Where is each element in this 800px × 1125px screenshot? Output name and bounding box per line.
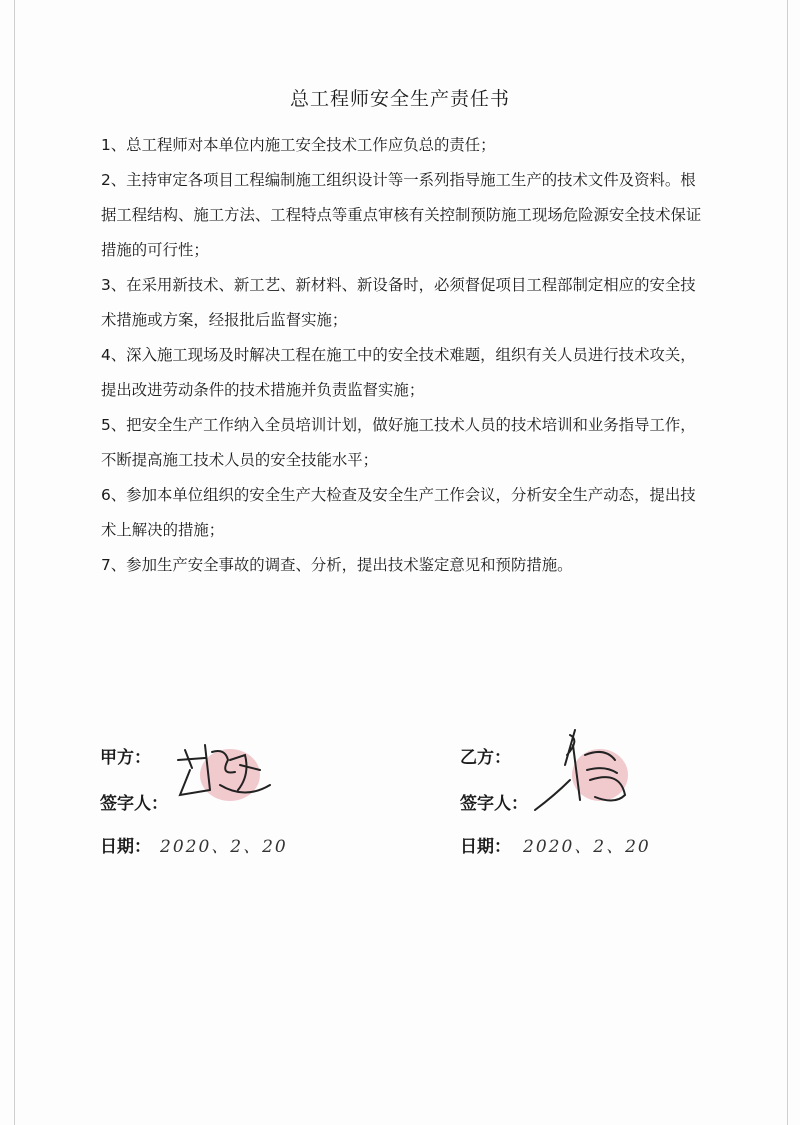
clause-5: 5、把安全生产工作纳入全员培训计划，做好施工技术人员的技术培训和业务指导工作，不断提高施工技术人员的安全技能水平； <box>101 416 696 469</box>
clause-7: 7、参加生产安全事故的调查、分析，提出技术鉴定意见和预防措施。 <box>101 556 573 574</box>
party-a-date-label: 日期： <box>100 837 151 857</box>
clause-1: 1、总工程师对本单位内施工安全技术工作应负总的责任； <box>101 136 496 154</box>
party-b-signature <box>525 725 645 825</box>
clause-4: 4、深入施工现场及时解决工程在施工中的安全技术难题，组织有关人员进行技术攻关，提出改进劳动条件的技术措施并负责监督实施； <box>101 346 696 399</box>
document-title: 总工程师安全生产责任书 <box>289 88 510 110</box>
party-a-label: 甲方： <box>100 748 151 768</box>
party-a-date-value: 2020、2、20 <box>160 837 288 857</box>
clause-3: 3、在采用新技术、新工艺、新材料、新设备时，必须督促项目工程部制定相应的安全技术措施或方案，经报批后监督实施； <box>101 276 696 329</box>
party-b-label: 乙方： <box>460 748 511 768</box>
document-body <box>101 128 711 583</box>
party-a-signature <box>150 730 280 820</box>
party-b-date-label: 日期： <box>460 837 511 857</box>
party-b-signer-label: 签字人： <box>460 794 528 814</box>
clause-6: 6、参加本单位组织的安全生产大检查及安全生产工作会议，分析安全生产动态，提出技术上解决的措施； <box>101 486 696 539</box>
clause-2: 2、主持审定各项目工程编制施工组织设计等一系列指导施工生产的技术文件及资料。根据工程结构、施工方法、工程特点等重点审核有关控制预防施工现场危险源安全技术保证措施的可行性； <box>101 171 702 259</box>
scan-edge-left <box>14 0 15 1125</box>
party-b-date-value: 2020、2、20 <box>523 837 651 857</box>
party-b-seal-smudge <box>572 749 628 801</box>
scan-edge-right <box>787 0 788 1125</box>
party-a-signer-label: 签字人： <box>100 794 168 814</box>
